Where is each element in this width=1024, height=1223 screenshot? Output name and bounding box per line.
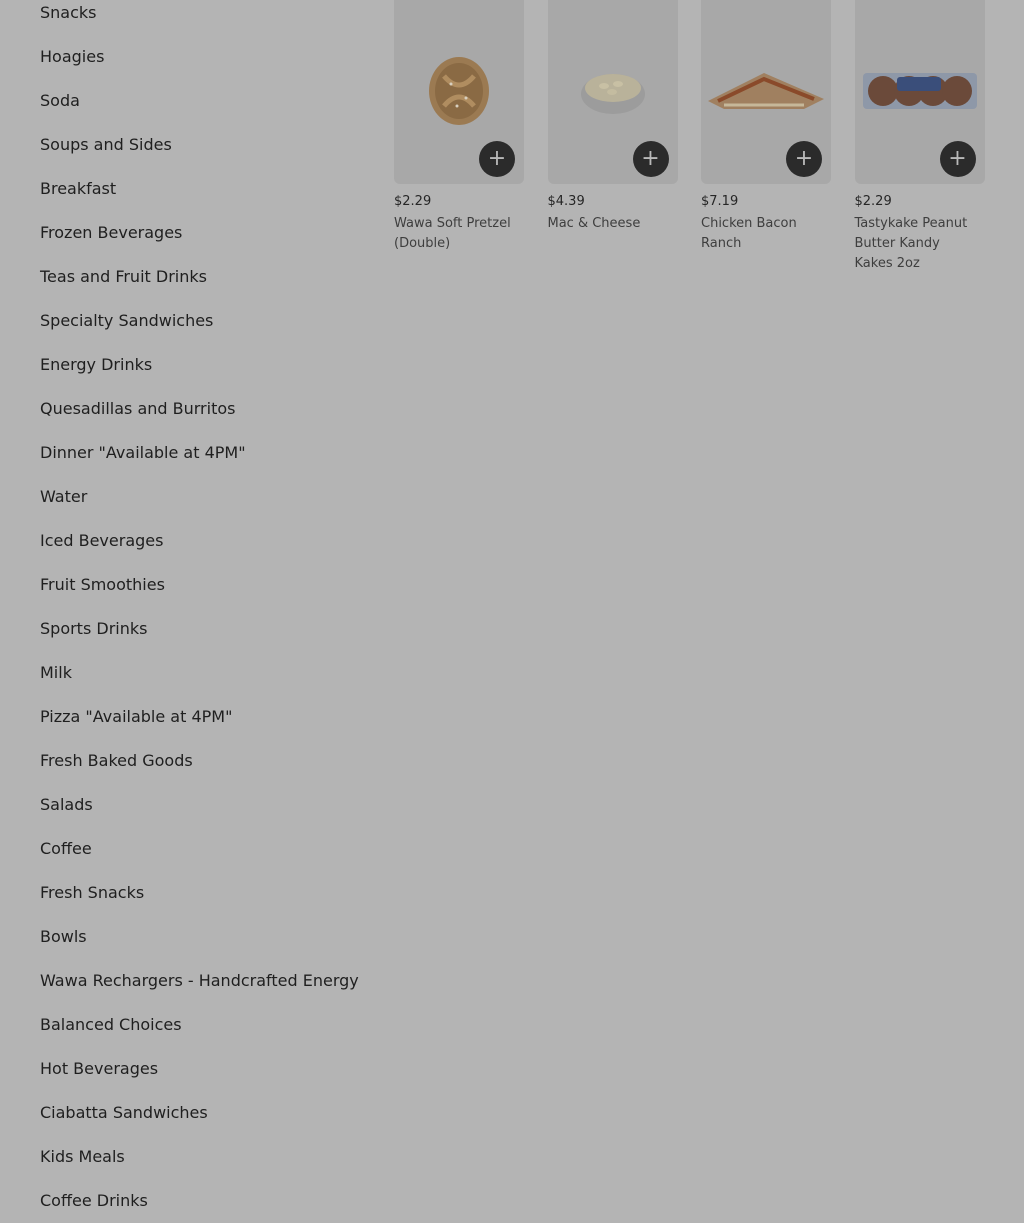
kandy-kakes-image bbox=[861, 69, 979, 113]
plus-icon: + bbox=[487, 146, 507, 171]
mac-cheese-image bbox=[578, 66, 648, 116]
product-name: Chicken Bacon Ranch bbox=[701, 216, 797, 251]
category-item[interactable]: Breakfast bbox=[40, 179, 117, 198]
product-thumbnail[interactable] bbox=[855, 0, 985, 184]
category-item[interactable]: Fresh Snacks bbox=[40, 883, 145, 902]
product-thumbnail[interactable] bbox=[701, 0, 831, 184]
product-name: Tastykake Peanut Butter Kandy Kakes 2oz bbox=[854, 216, 968, 271]
product-price: $2.29 bbox=[394, 194, 432, 209]
category-item[interactable]: Water bbox=[40, 487, 88, 506]
category-item[interactable]: Coffee Drinks bbox=[40, 1191, 148, 1210]
product-card[interactable] bbox=[855, 0, 985, 274]
category-item[interactable]: Snacks bbox=[40, 3, 97, 22]
category-item[interactable]: Salads bbox=[40, 795, 93, 814]
category-item[interactable]: Ciabatta Sandwiches bbox=[40, 1103, 208, 1122]
plus-icon: + bbox=[641, 146, 660, 171]
category-item[interactable]: Iced Beverages bbox=[40, 531, 164, 550]
product-price: $7.19 bbox=[701, 194, 739, 209]
category-item[interactable]: Soups and Sides bbox=[40, 135, 172, 154]
category-item[interactable]: Milk bbox=[40, 663, 72, 682]
product-name: Wawa Soft Pretzel (Double) bbox=[394, 216, 511, 251]
product-price: $4.39 bbox=[547, 194, 585, 209]
category-item[interactable]: Fruit Smoothies bbox=[40, 575, 165, 594]
category-item[interactable]: Balanced Choices bbox=[40, 1015, 182, 1034]
plus-icon: + bbox=[948, 146, 967, 171]
category-item[interactable]: Specialty Sandwiches bbox=[40, 311, 214, 330]
product-card[interactable] bbox=[548, 0, 678, 274]
category-item[interactable]: Sports Drinks bbox=[40, 619, 148, 638]
pretzel-image bbox=[424, 54, 494, 128]
plus-icon: + bbox=[794, 146, 814, 171]
category-item[interactable]: Frozen Beverages bbox=[40, 223, 183, 242]
category-item[interactable]: Teas and Fruit Drinks bbox=[40, 267, 207, 286]
category-item[interactable]: Dinner "Available at 4PM" bbox=[40, 443, 246, 462]
product-thumbnail[interactable] bbox=[548, 0, 678, 184]
product-card[interactable] bbox=[701, 0, 831, 274]
category-item[interactable]: Pizza "Available at 4PM" bbox=[40, 707, 233, 726]
add-to-cart-button[interactable] bbox=[633, 141, 669, 177]
category-item[interactable]: Bowls bbox=[40, 927, 87, 946]
quesadilla-image bbox=[704, 69, 828, 113]
product-name: Mac & Cheese bbox=[547, 216, 641, 231]
category-item[interactable]: Kids Meals bbox=[40, 1147, 125, 1166]
category-item[interactable]: Soda bbox=[40, 91, 80, 110]
category-item[interactable]: Coffee bbox=[40, 839, 92, 858]
add-to-cart-button[interactable] bbox=[786, 141, 822, 177]
product-card[interactable] bbox=[394, 0, 524, 274]
category-item[interactable]: Energy Drinks bbox=[40, 355, 153, 374]
product-thumbnail[interactable] bbox=[394, 0, 524, 184]
category-sidebar bbox=[40, 0, 370, 1223]
add-to-cart-button[interactable] bbox=[479, 141, 515, 177]
category-item[interactable]: Hoagies bbox=[40, 47, 105, 66]
category-item[interactable]: Hot Beverages bbox=[40, 1059, 159, 1078]
product-grid bbox=[394, 0, 985, 274]
category-item[interactable]: Quesadillas and Burritos bbox=[40, 399, 236, 418]
category-item[interactable]: Fresh Baked Goods bbox=[40, 751, 193, 770]
category-item[interactable]: Wawa Rechargers - Handcrafted Energy bbox=[40, 971, 359, 990]
add-to-cart-button[interactable] bbox=[940, 141, 976, 177]
product-price: $2.29 bbox=[854, 194, 892, 209]
